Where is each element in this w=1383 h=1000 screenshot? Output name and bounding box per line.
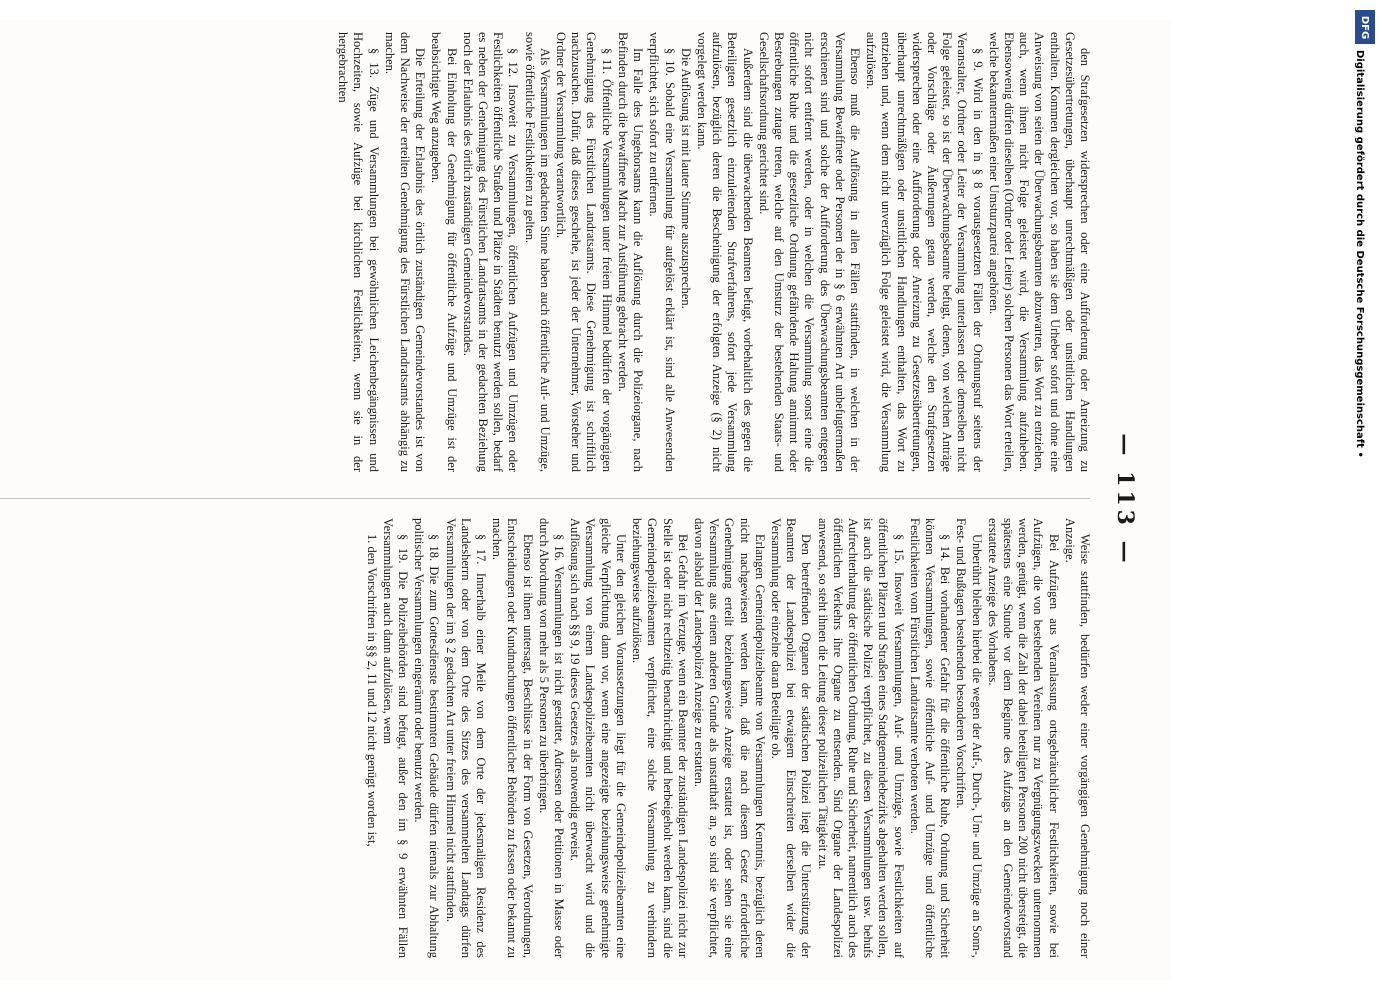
section-15: § 15. Insoweit Versammlungen, Auf- und Umzüge, sowie Festlichkeiten auf öffentlichen Plätzen und Straßen eines Stadtgemeindebezirks abgehalten werden sollen, ist auch die städtische Polizei verpflichtet, zu diesen Versammlungen usw. behufs Aufrechterhaltung der öffentlichen Ordnung, Ruhe und Sicherheit, namentlich auch des öffentlichen Verkehrs ihre Organe zu entsenden. Sind Organe der Landespolizei anwesend, so steht ihnen die Leitung dieser polizeilichen Tätigkeit zu.: [815, 518, 906, 958]
paragraph: Ebenso ist ihnen untersagt, Beschlüsse in der Form von Gesetzen, Verordnungen, Entscheidungen oder Kundmachungen öffentlicher Behörden zu fassen oder bekannt zu machen.: [490, 518, 535, 958]
section-11: § 11. Öffentliche Versammlungen unter freiem Himmel bedürfen der vorgängigen Genehmigung des Fürstlichen Landratsamts. Diese Genehmigung ist schriftlich nachzusuchen. Dafür, daß dieses geschehe, ist jeder der Unternehmer, Vorsteher und Ordner der Versammlung verantwortlich.: [554, 32, 614, 472]
page-header: — 113 —: [1112, 433, 1138, 567]
paragraph: Die Erteilung der Erlaubnis des örtlich zuständigen Gemeindevorstandes ist von dem Nachweise der erteilten Genehmigung des Fürstlichen Landratsamts abhängig zu machen.: [382, 32, 428, 472]
paragraph: Bei Aufzügen aus Veranlassung ortsgebräuchlicher Festlichkeiten, sowie bei Aufzügen, die von bestehenden Vereinen nur zu Vergnügungszwecken unternommen werden, genügt, wenn die Zahl der dabei beteiligten Personen 200 nicht übersteigt, die spätestens eine Stunde vor dem Beginne des Aufzugs an den Gemeindevorstand erstattete Anzeige des Vorhabens.: [985, 518, 1061, 958]
paragraph: Unter den gleichen Voraussetzungen liegt für die Gemeindepolizeibeamten eine gleiche Verpflichtung dann vor, wenn eine angezeigte beziehungsweise genehmigte Versammlung von einem Landespolizeibeamten nicht überwacht wird und die Auflösung sich nach §§ 9, 19 dieses Gesetzes als notwendig erweist.: [568, 518, 628, 958]
section-17: § 17. Innerhalb einer Meile von dem Orte der jedesmaligen Residenz des Landesherrn oder von dem Orte des Sitzes des versammelten Landtags dürfen Versammlungen der im § 2 gedachten Art unter freiem Himmel nicht stattfinden.: [443, 518, 489, 958]
digitization-credit: [1352, 10, 1378, 990]
paragraph: Ebenso muß die Auflösung in allen Fällen stattfinden, in welchen in der Versammlung Bewaffnete oder Personen der in § 6 erwähnten Art unbefugtermaßen erschienen sind und solche der Aufforderung des Überwachungsbeamten entgegen nicht sofort entfernt werden, oder in welchen die Versammlung sonst eine die öffentliche Ruhe und die gesetzliche Ordnung gefährdende Haltung annimmt oder Bestrebungen zutage treten, welche auf den Umsturz der bestehenden Staats- und Gesellschaftsordnung gerichtet sind.: [756, 32, 862, 472]
list-item: 1. den Vorschriften in §§ 2, 11 und 12 nicht genügt worden ist,: [364, 534, 379, 847]
section-19: § 19. Die Polizeibehörden sind befugt, außer den im § 9 erwähnten Fällen Versammlungen auch dann aufzulösen, wenn: [380, 518, 411, 958]
paragraph: Außerdem sind die überwachenden Beamten befugt, vorbehaltlich des gegen die Beteiligten gesetzlich einzuleitenden Strafverfahrens, sofort jede Versammlung aufzulösen, bezüglich deren die Bescheinigung der erfolgten Anzeige (§ 2) nicht vorgelegt werden kann.: [694, 32, 755, 472]
section-16: § 16. Versammlungen ist nicht gestattet, Adressen oder Petitionen in Masse oder durch Abordnung von mehr als 5 Personen zu überbringen.: [536, 518, 567, 958]
paragraph: Die Auflösung ist mit lauter Stimme auszusprechen.: [678, 48, 693, 309]
scanned-page: [0, 20, 1170, 980]
paragraph: Als Versammlungen im gedachten Sinne haben auch öffentliche Auf- und Umzüge, sowie öffentliche Festlichkeiten zu gelten.: [522, 32, 552, 472]
section-9: § 9. Wird in den in § 8 vorausgesetzten Fällen der Ordnungsruf seitens der Veranstalter, Ordner oder Leiter der Versammlung unterlassen oder demselben nicht Folge geleistet, so ist der Überwachungsbeamte befugt, denen, von welchen Anträge oder Vorschläge oder Äußerungen getan werden, welche den Strafgesetzen widersprechen oder eine Aufforderung oder Anreizung zu Gesetzesübertretungen, überhaupt unrechtmäßigen oder unsittlichen Handlungen enthalten, das Wort zu entziehen und, wenn dem nicht unverzüglich Folge geleistet wird, die Versammlung aufzulösen.: [864, 32, 985, 472]
paragraph: Im Falle des Ungehorsams kann die Auflösung durch die Polizeiorgane, nach Befinden durch die bewaffnete Macht zur Ausführung gebracht werden.: [615, 32, 646, 472]
column-divider: [0, 498, 1090, 499]
paragraph: Bei Einholung der Genehmigung für öffentliche Aufzüge und Umzüge ist der beabsichtigte Weg anzugeben.: [429, 32, 459, 472]
dfg-logo-text: DFG: [1359, 15, 1371, 39]
paragraph: Weise stattfinden, bedürfen weder einer vorgängigen Genehmigung noch einer Anzeige.: [1062, 518, 1092, 958]
credit-text: Digitalisierung gefördert durch die Deutsche Forschungsgemeinschaft •: [1354, 50, 1365, 458]
paragraph: den Strafgesetzen widersprechen oder eine Aufforderung oder Anreizung zu Gesetzesübertretungen, überhaupt unrechtmäßigen oder unsittlichen Handlungen enthalten. Kommen dergleichen vor, so haben sie dem Urheber sofort und ohne eine Anweisung von seiten der Überwachungsbeamten abzuwarten, das Wort zu entziehen, auch, wenn ihnen nicht Folge geleistet wird, die Versammlung aufzuheben. Ebensowenig dürfen dieselben (Ordner oder Leiter) solchen Personen das Wort erteilen, welche bekanntermaßen einer Umsturzpartei angehören.: [986, 32, 1092, 472]
left-column: [0, 32, 1092, 472]
section-18: § 18. Die zum Gottesdienste bestimmten Gebäude dürfen niemals zur Abhaltung politischer Versammlungen eingeräumt oder benutzt werden.: [412, 518, 442, 958]
paragraph: Den betreffenden Organen der städtischen Polizei liegt die Unterstützung der Beamten der Landespolizei bei etwaigem Einschreiten derselben wider die Versammlung oder einzelne daran Beteiligte ob.: [768, 518, 814, 958]
section-12: § 12. Insoweit zu Versammlungen, öffentlichen Aufzügen und Umzügen oder Festlichkeiten öffentliche Straßen und Plätze in Städten benutzt werden sollen, bedarf es neben der Genehmigung des Fürstlichen Landratsamts in der gedachten Beziehung noch der Erlaubnis des örtlich zuständigen Gemeindevorstandes.: [460, 32, 521, 472]
paragraph: Erlangen Gemeindepolizeibeamte von Versammlungen Kenntnis, bezüglich deren nicht nachgewiesen werden kann, daß die nach diesem Gesetz erforderliche Genehmigung erteilt beziehungsweise Anzeige erstattet ist, oder sehen sie eine Versammlung aus einem anderen Grunde als unstatthaft an, so sind sie verpflichtet, davon alsbald der Landespolizei Anzeige zu erstatten.: [691, 518, 767, 958]
section-13: § 13. Züge und Versammlungen bei gewöhnlichen Leichenbegängnissen und Hochzeiten, sowie Aufzüge bei kirchlichen Festlichkeiten, wenn sie in der hergebrachten: [336, 32, 381, 472]
section-10: § 10. Sobald eine Versammlung für aufgelöst erklärt ist, sind alle Anwesenden verpflichtet, sich sofort zu entfernen.: [647, 32, 677, 472]
section-14: § 14. Bei vorhandener Gefahr für die öffentliche Ruhe, Ordnung und Sicherheit können Versammlungen, sowie öffentliche Auf- und Umzüge und öffentliche Festlichkeiten vom Fürstlichen Landratsamte verboten werden.: [907, 518, 953, 958]
paragraph: Bei Gefahr im Verzuge, wenn ein Beamter der zuständigen Landespolizei nicht zur Stelle ist oder nicht rechtzeitig benachrichtigt und herbeigeholt werden kann, sind die Gemeindepolizeibeamten verpflichtet, eine solche Versammlung zu verhindern beziehungsweise aufzulösen.: [630, 518, 690, 958]
paragraph: Unberührt bleiben hierbei die wegen der Auf-, Durch-, Um- und Umzüge an Sonn-, Fest- und Bußtagen bestehenden besonderen Vorschriften.: [954, 518, 984, 958]
right-column: [0, 518, 1092, 958]
dfg-logo-icon: [1355, 10, 1375, 44]
